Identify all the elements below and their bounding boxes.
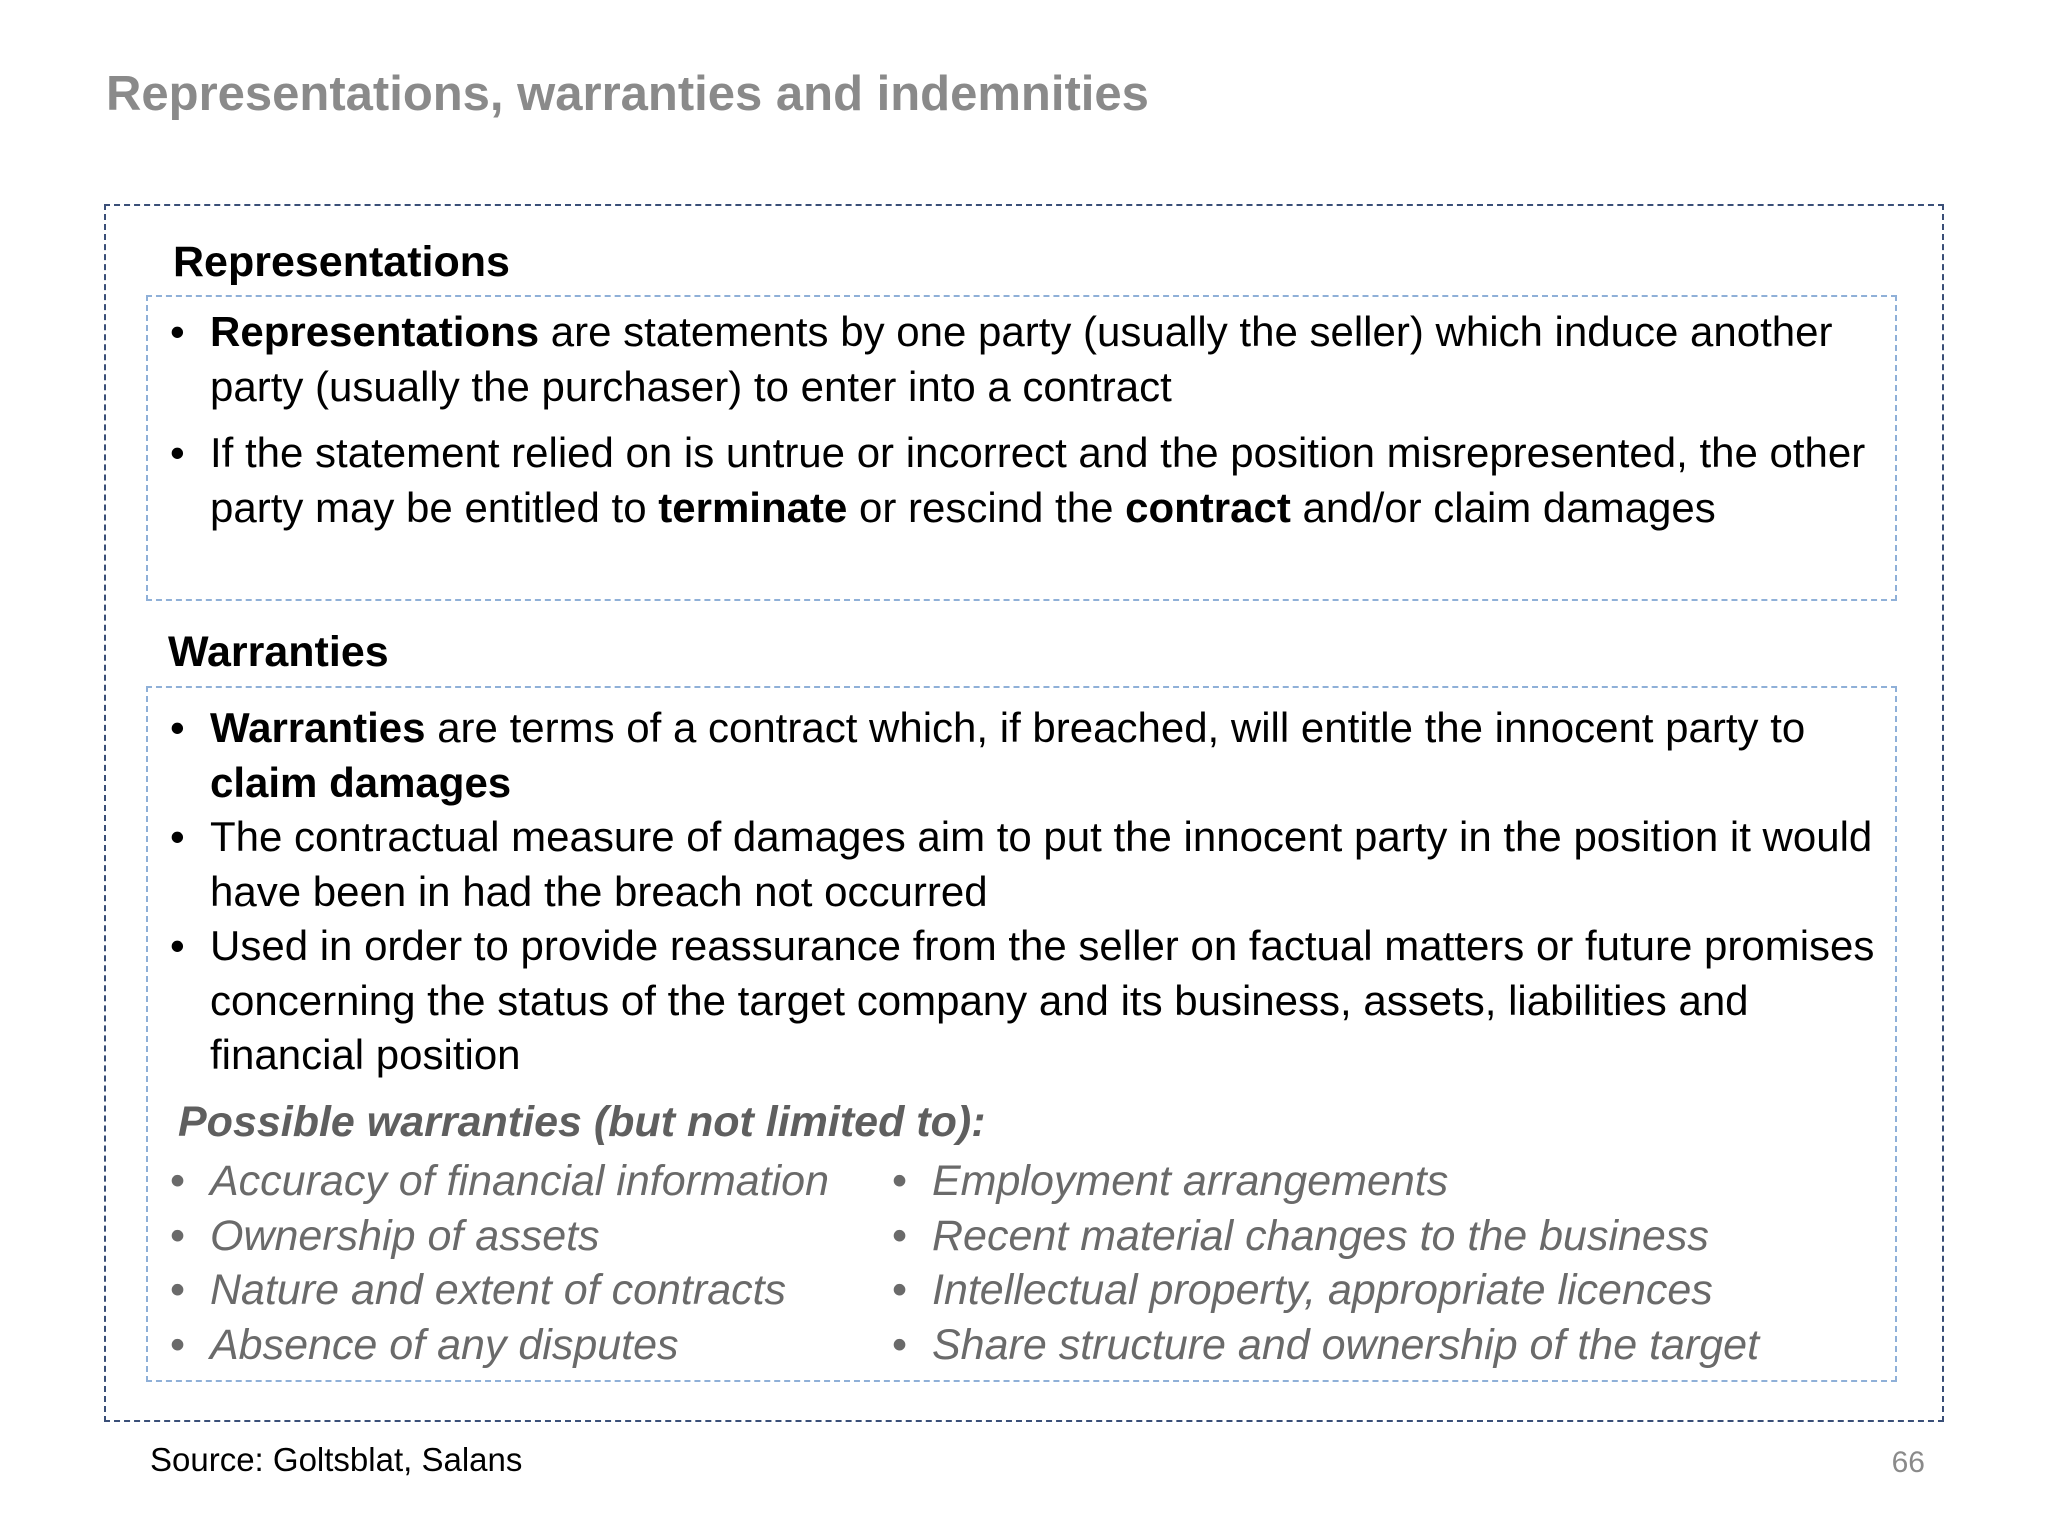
possible-warranties-right-list <box>890 1154 1759 1372</box>
list-item: • Accuracy of financial information <box>168 1154 829 1209</box>
bold-term: Representations <box>210 308 540 355</box>
bullet-text: or rescind the <box>847 483 1126 531</box>
list-item: • Employment arrangements <box>890 1154 1759 1209</box>
warranties-heading: Warranties <box>168 628 389 676</box>
bold-term: claim damages <box>210 758 512 806</box>
list-item: • Recent material changes to the business <box>890 1209 1759 1264</box>
list-item <box>168 919 1889 1083</box>
list-item <box>168 810 1889 919</box>
list-item <box>168 701 1889 810</box>
warranties-list <box>168 701 1889 1083</box>
slide-title: Representations, warranties and indemnities <box>106 67 1149 121</box>
possible-warranties-heading: Possible warranties (but not limited to): <box>178 1098 986 1146</box>
list-item: • Ownership of assets <box>168 1209 829 1264</box>
list-item: • Share structure and ownership of the target <box>890 1318 1759 1373</box>
list-item <box>168 426 1889 535</box>
representations-heading: Representations <box>173 238 510 286</box>
warranties-box <box>146 686 1897 1382</box>
bold-term: terminate <box>658 483 848 531</box>
bullet-text: If the statement relied on is untrue or incorrect and the position misrepresented, the other party may be entitled to <box>210 429 1866 531</box>
representations-list <box>168 305 1889 547</box>
bullet-text: are statements by one party (usually the seller) which induce another party (usually the purchaser) to enter into a contract <box>210 308 1833 410</box>
possible-warranties-left-list <box>168 1154 829 1372</box>
list-item <box>168 305 1889 414</box>
page-number: 66 <box>1891 1446 1925 1479</box>
bullet-text: and/or claim damages <box>1290 483 1716 531</box>
representations-box <box>146 295 1897 601</box>
source-note: Source: Goltsblat, Salans <box>150 1441 523 1478</box>
bullet-text: Used in order to provide reassurance from the seller on factual matters or future promises concerning the status of the target company and its business, assets, liabilities and financial position <box>210 922 1875 1078</box>
bold-term: contract <box>1125 483 1291 531</box>
list-item: • Intellectual property, appropriate licences <box>890 1263 1759 1318</box>
list-item: • Absence of any disputes <box>168 1318 829 1373</box>
bullet-text: are terms of a contract which, if breached, will entitle the innocent party to <box>425 704 1806 751</box>
bold-term: Warranties <box>210 704 426 751</box>
list-item: • Nature and extent of contracts <box>168 1263 829 1318</box>
bullet-text: The contractual measure of damages aim to put the innocent party in the position it would have been in had the breach not occurred <box>210 813 1873 915</box>
